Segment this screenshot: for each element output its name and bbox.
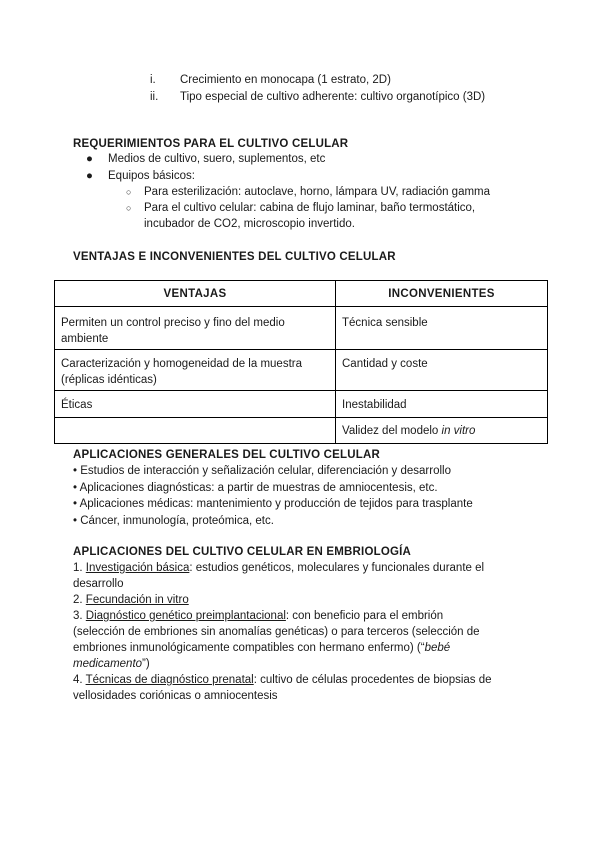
list-number: 4. — [73, 674, 86, 686]
list-number: 3. — [73, 610, 86, 622]
list-item — [73, 592, 493, 608]
list-item: • Aplicaciones diagnósticas: a partir de muestras de amniocentesis, etc. — [73, 481, 438, 494]
section-heading-embriologia: APLICACIONES DEL CULTIVO CELULAR EN EMBRIOLOGÍA — [73, 546, 412, 558]
table-cell — [336, 418, 548, 444]
list-number: ii. — [150, 91, 159, 103]
list-item — [86, 151, 325, 168]
list-item — [73, 560, 493, 592]
underlined-term: Técnicas de diagnóstico prenatal — [85, 674, 254, 686]
list-item — [126, 184, 504, 200]
aplicaciones-list — [73, 463, 473, 529]
table-cell: Cantidad y coste — [336, 350, 548, 391]
bullet-icon: ● — [86, 153, 93, 165]
sub-bullet-list — [126, 184, 504, 232]
underlined-term: Fecundación in vitro — [85, 594, 189, 606]
list-item — [73, 672, 493, 704]
underlined-term: Investigación básica — [85, 562, 190, 574]
table-cell — [55, 418, 336, 444]
column-header: VENTAJAS — [55, 281, 336, 307]
table-row — [55, 391, 548, 418]
bullet-icon: ● — [86, 170, 93, 182]
list-text: ”) — [142, 658, 150, 670]
bullet-list — [86, 151, 325, 185]
table-row — [55, 418, 548, 444]
table-cell: Caracterización y homogeneidad de la muestra (réplicas idénticas) — [55, 350, 336, 391]
circle-bullet-icon: ○ — [126, 187, 132, 197]
italic-term: bebé medicamento — [73, 642, 451, 670]
cell-text: Validez del modelo — [342, 425, 442, 437]
list-item: • Estudios de interacción y señalización celular, diferenciación y desarrollo — [73, 465, 451, 477]
list-number: 1. — [73, 562, 86, 574]
list-text: Para el cultivo celular: cabina de flujo laminar, baño termostático, incubador de CO2, microscopio invertido. — [144, 202, 476, 230]
list-number: 2. — [73, 594, 86, 606]
table-cell: Técnica sensible — [336, 307, 548, 350]
section-heading-ventajas: VENTAJAS E INCONVENIENTES DEL CULTIVO CELULAR — [73, 251, 396, 263]
ventajas-table — [54, 280, 548, 444]
roman-list — [150, 72, 485, 106]
list-number: i. — [150, 74, 156, 86]
list-text: : con beneficio para el embrión (selección de embriones sin anomalías genéticas) o para terceros (selección de embriones inmunológicamente compatibles con hermano enfermo) (“ — [73, 610, 480, 654]
list-text: Crecimiento en monocapa (1 estrato, 2D) — [180, 74, 391, 86]
list-text: : estudios genéticos, moleculares y funcionales durante el desarrollo — [73, 562, 485, 590]
list-text: Medios de cultivo, suero, suplementos, etc — [108, 153, 326, 165]
list-text: Tipo especial de cultivo adherente: cultivo organotípico (3D) — [180, 91, 486, 103]
table-row — [55, 350, 548, 391]
table-header-row — [55, 281, 548, 307]
list-text: : cultivo de células procedentes de biopsias de vellosidades coriónicas o amniocentesis — [73, 674, 492, 702]
column-header: INCONVENIENTES — [336, 281, 548, 307]
table-row — [55, 307, 548, 350]
embriologia-list — [73, 560, 493, 704]
list-item — [126, 200, 504, 232]
list-item: • Cáncer, inmunología, proteómica, etc. — [73, 514, 274, 527]
table-cell: Inestabilidad — [336, 391, 548, 418]
list-item — [86, 168, 325, 185]
list-text: Equipos básicos: — [108, 170, 195, 182]
table-cell: Éticas — [55, 391, 336, 418]
circle-bullet-icon: ○ — [126, 203, 132, 213]
list-text: Para esterilización: autoclave, horno, lámpara UV, radiación gamma — [144, 186, 491, 198]
list-item — [73, 608, 493, 672]
list-item — [150, 72, 485, 89]
section-heading-aplicaciones: APLICACIONES GENERALES DEL CULTIVO CELULAR — [73, 449, 380, 461]
list-item — [150, 89, 485, 106]
section-heading-requerimientos: REQUERIMIENTOS PARA EL CULTIVO CELULAR — [73, 138, 349, 150]
cell-italic-text: in vitro — [441, 425, 476, 437]
underlined-term: Diagnóstico genético preimplantacional — [85, 610, 286, 622]
table-cell: Permiten un control preciso y fino del medio ambiente — [55, 307, 336, 350]
list-item: • Aplicaciones médicas: mantenimiento y producción de tejidos para trasplante — [73, 498, 473, 510]
